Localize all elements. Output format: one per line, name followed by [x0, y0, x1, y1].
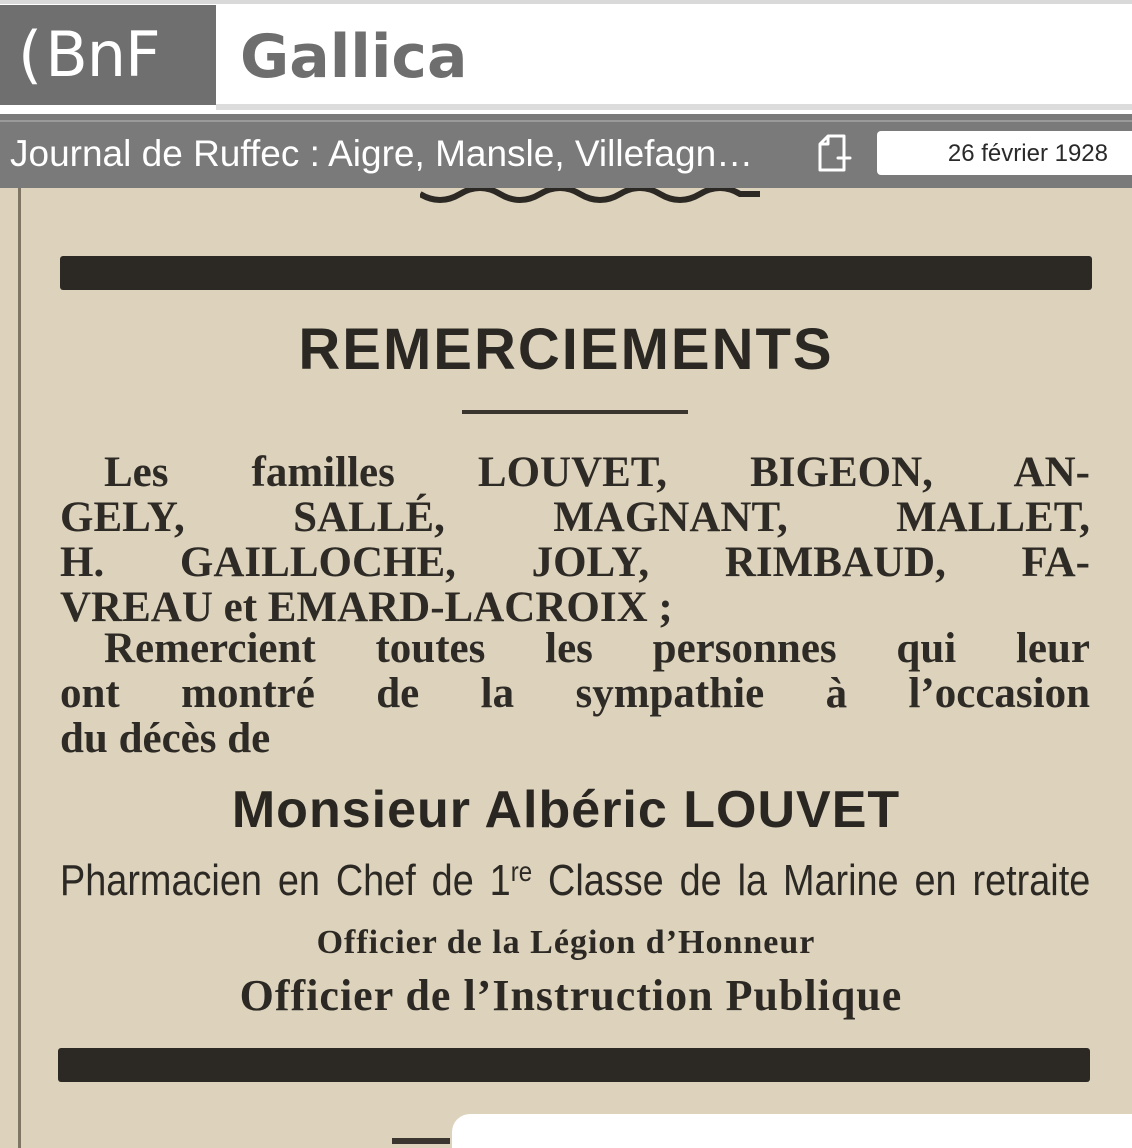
thanks-line: ont montré de la sympathie à l’occasion	[60, 670, 1090, 717]
deceased-name: Monsieur Albéric LOUVET	[231, 781, 901, 839]
bottom-panel-handle[interactable]	[452, 1114, 1132, 1148]
title-bar-divider	[0, 120, 1132, 122]
gallica-site-name[interactable]: Gallica	[240, 22, 468, 92]
bnf-logo-text: BnF	[45, 18, 160, 91]
bnf-logo[interactable]	[0, 5, 216, 105]
article-heading: REMERCIEMENTS	[298, 317, 834, 382]
thanks-line: du décès de	[60, 715, 271, 762]
header-divider	[216, 104, 1132, 110]
families-line: H. GAILLOCHE, JOLY, RIMBAUD, FA-	[60, 539, 1090, 586]
deceased-position	[60, 856, 1090, 906]
families-line: GELY, SALLÉ, MAGNANT, MALLET,	[60, 494, 1090, 541]
families-line: Les familles LOUVET, BIGEON, AN-	[104, 449, 1090, 496]
position-superscript: re	[510, 856, 533, 887]
issue-date: 26 février 1928	[947, 140, 1108, 167]
ornamental-wavy-rule	[420, 188, 760, 210]
heading-underline	[462, 410, 688, 414]
position-text-post: Classe de la Marine en retraite	[532, 856, 1091, 905]
add-to-selection-icon[interactable]	[812, 132, 854, 174]
thick-rule-bottom	[58, 1048, 1090, 1082]
header-top-divider	[0, 0, 1132, 4]
column-rule-fragment	[392, 1138, 450, 1144]
honor-instruction: Officier de l’Instruction Publique	[239, 971, 903, 1020]
families-paragraph	[60, 450, 1090, 630]
issue-date-selector[interactable]	[877, 131, 1132, 175]
position-text-pre: Pharmacien en Chef de 1	[60, 856, 511, 905]
gallica-header	[0, 0, 1132, 112]
bnf-logo-brace: (	[18, 18, 42, 91]
thick-rule-top	[60, 256, 1092, 290]
families-line: VREAU et EMARD-LACROIX ;	[60, 584, 673, 631]
document-title[interactable]: Journal de Ruffec : Aigre, Mansle, Villefagn…	[10, 133, 754, 174]
scanned-page-viewer[interactable]	[0, 188, 1132, 1148]
honor-legion: Officier de la Légion d’Honneur	[316, 924, 816, 961]
thanks-line: Remercient toutes les personnes qui leur	[104, 625, 1090, 672]
thanks-paragraph	[60, 626, 1090, 761]
